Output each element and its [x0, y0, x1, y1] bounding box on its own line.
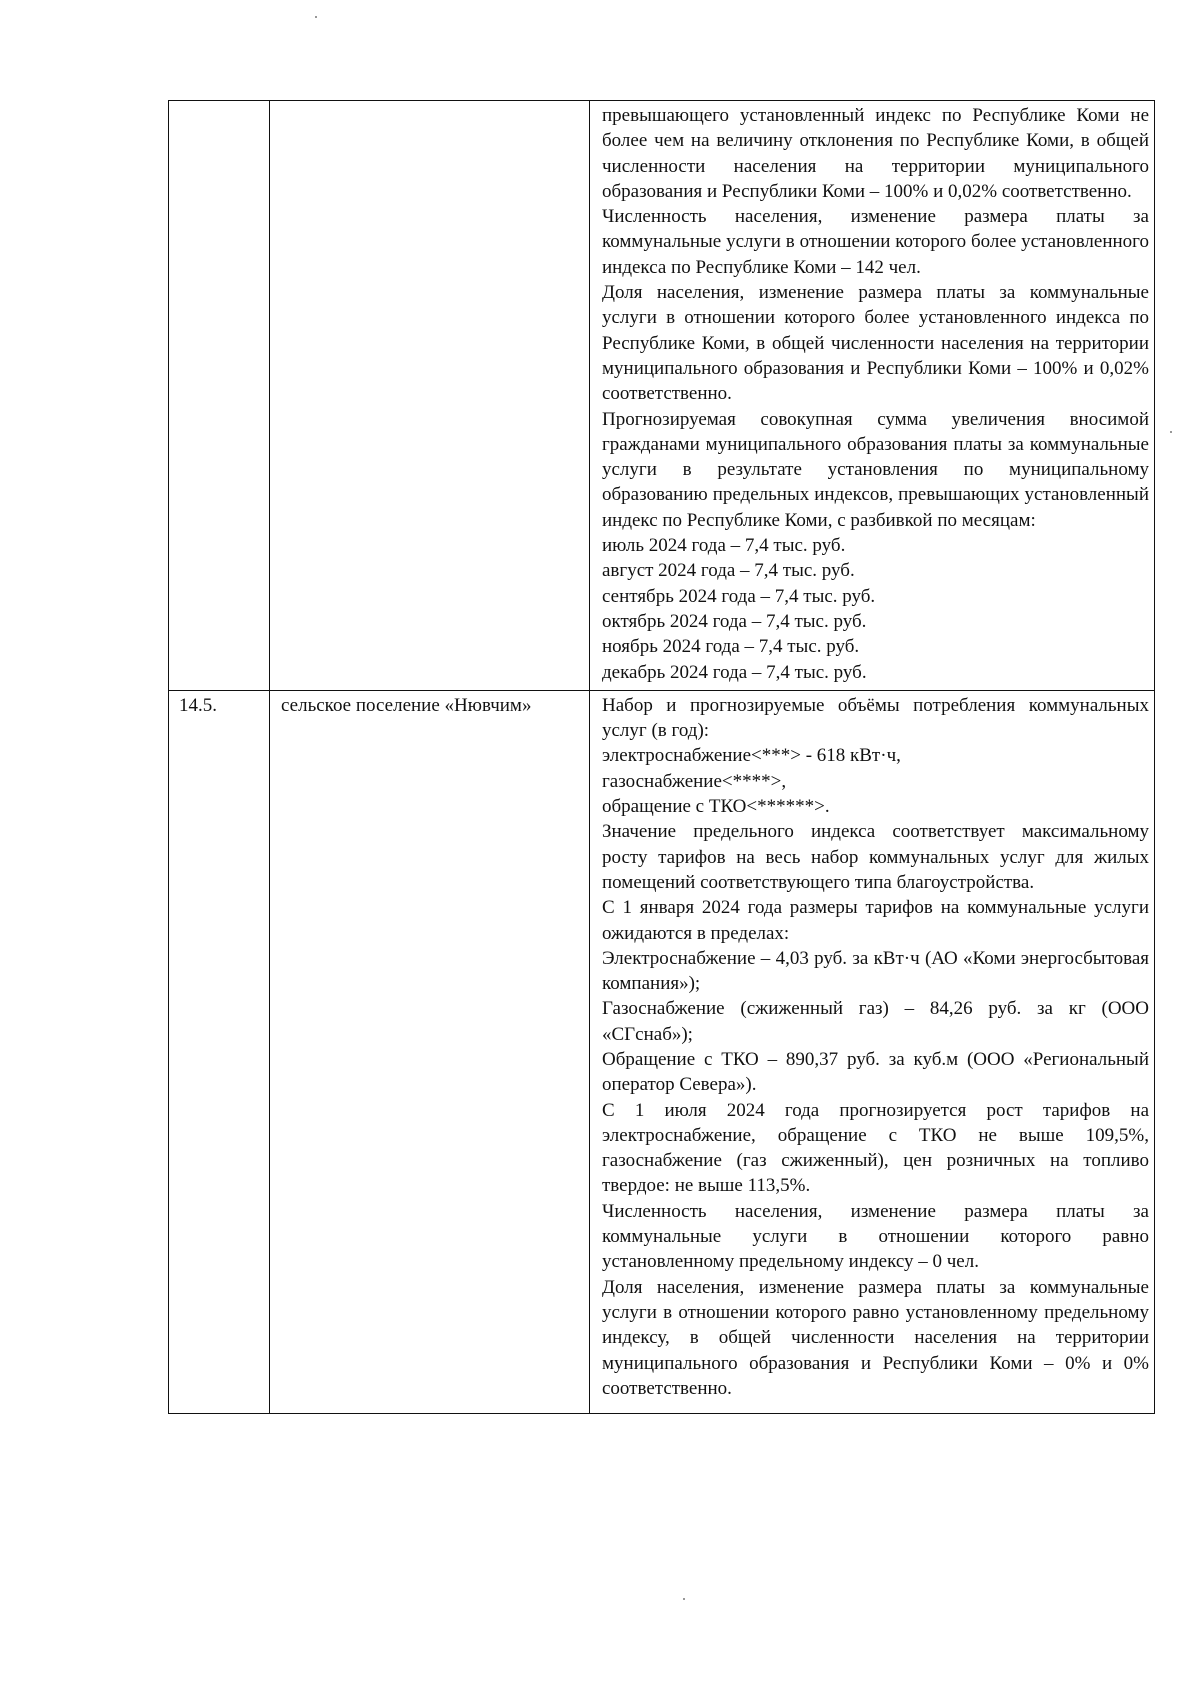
municipality-name-cell — [270, 101, 590, 691]
paragraph: Обращение с ТКО – 890,37 руб. за куб.м (ООО «Региональный оператор Севера»). — [602, 1048, 1149, 1096]
municipality-name-cell: сельское поселение «Нювчим» — [270, 690, 590, 1413]
month-line: ноябрь 2024 года – 7,4 тыс. руб. — [602, 636, 860, 658]
paragraph: Набор и прогнозируемые объёмы потребления коммунальных услуг (в год): — [602, 694, 1149, 742]
tariff-table — [168, 100, 1155, 1414]
paragraph: Прогнозируемая совокупная сумма увеличения вносимой гражданами муниципального образования платы за коммунальные услуги в результате установления по муниципальному образованию предельных индексов, превышающих установленный индекс по Республике Коми, с разбивкой по месяцам: — [602, 408, 1149, 531]
month-line: август 2024 года – 7,4 тыс. руб. — [602, 560, 855, 582]
scan-speck — [315, 16, 317, 18]
table-row — [169, 101, 1155, 691]
service-line: обращение с ТКО<******>. — [602, 796, 830, 818]
paragraph: Газоснабжение (сжиженный газ) – 84,26 руб. за кг (ООО «СГснаб»); — [602, 998, 1149, 1045]
month-line: декабрь 2024 года – 7,4 тыс. руб. — [602, 661, 867, 683]
paragraph: С 1 июля 2024 года прогнозируется рост тарифов на электроснабжение, обращение с ТКО не выше 109,5%, газоснабжение (газ сжиженный), цен розничных на топливо твердое: не выше 113,5%. — [602, 1099, 1149, 1197]
month-line: июль 2024 года – 7,4 тыс. руб. — [602, 535, 846, 557]
paragraph: Доля населения, изменение размера платы за коммунальные услуги в отношении которого более установленного индекса по Республике Коми, в общей численности населения на территории муниципального образования и Республики Коми – 100% и 0,02% соответственно. — [602, 282, 1149, 405]
scan-speck — [1170, 431, 1172, 433]
paragraph: Электроснабжение – 4,03 руб. за кВт·ч (АО «Коми энергосбытовая компания»); — [602, 947, 1149, 995]
paragraph: С 1 января 2024 года размеры тарифов на коммунальные услуги ожидаются в пределах: — [602, 897, 1149, 944]
row-number-cell — [169, 101, 270, 691]
paragraph: превышающего установленный индекс по Республике Коми не более чем на величину отклонения по Республике Коми, в общей численности населения на территории муниципального образования и Республики Коми – 100% и 0,02% соответственно. — [602, 105, 1149, 202]
paragraph: Значение предельного индекса соответствует максимальному росту тарифов на весь набор коммунальных услуг для жилых помещений соответствующего типа благоустройства. — [602, 821, 1149, 893]
paragraph: Численность населения, изменение размера платы за коммунальные услуги в отношении которого равно установленному предельному индексу – 0 чел. — [602, 1200, 1149, 1273]
description-cell — [590, 690, 1155, 1413]
table-row — [169, 690, 1155, 1413]
paragraph: Доля населения, изменение размера платы за коммунальные услуги в отношении которого равно установленному предельному индексу, в общей численности населения на территории муниципального образования и Республики Коми – 0% и 0% соответственно. — [602, 1276, 1149, 1399]
description-cell — [590, 101, 1155, 691]
row-number-cell: 14.5. — [169, 690, 270, 1413]
service-line: газоснабжение<****>, — [602, 770, 787, 792]
scan-speck — [683, 1598, 685, 1600]
month-line: сентябрь 2024 года – 7,4 тыс. руб. — [602, 585, 876, 607]
service-line: электроснабжение<***> - 618 кВт·ч, — [602, 745, 901, 767]
month-line: октябрь 2024 года – 7,4 тыс. руб. — [602, 610, 867, 632]
paragraph: Численность населения, изменение размера платы за коммунальные услуги в отношении которого более установленного индекса по Республике Коми – 142 чел. — [602, 206, 1149, 278]
